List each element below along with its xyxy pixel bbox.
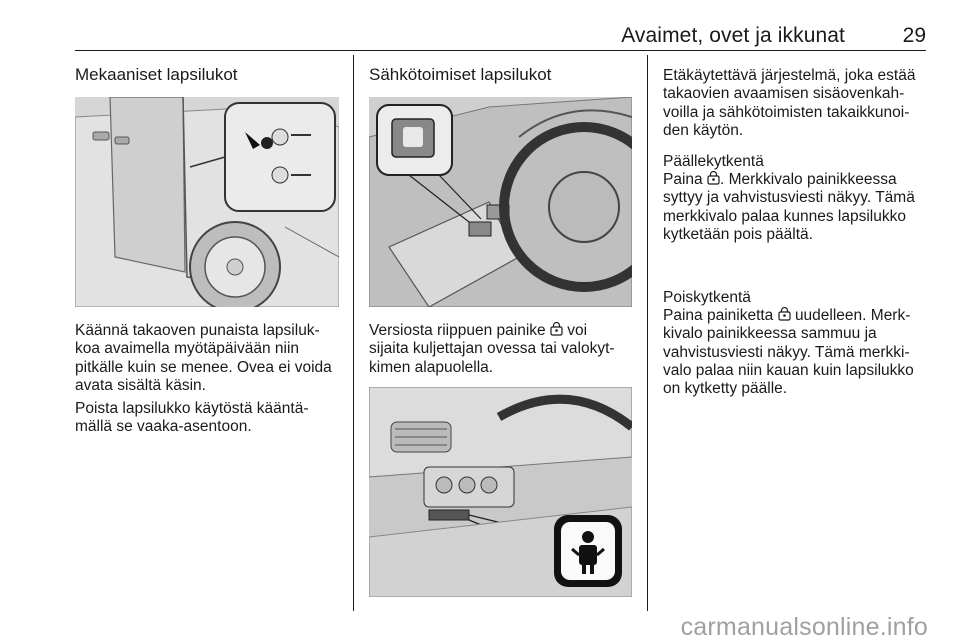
child-lock-icon <box>707 171 720 185</box>
text-line: avata sisältä käsin. <box>75 376 206 394</box>
paragraph-switch-off <box>663 307 938 398</box>
page-header-title: Avaimet, ovet ja ikkunat <box>621 24 845 47</box>
subheading-switch-off: Poiskytkentä <box>663 289 751 306</box>
text-line: kimen alapuolella. <box>369 358 494 376</box>
text-line <box>663 171 938 189</box>
text-fragment: voi <box>567 322 588 339</box>
text-fragment: Paina painiketta <box>663 307 774 324</box>
paragraph-electric-intro <box>663 67 938 140</box>
text-fragment: Paina <box>663 171 703 188</box>
text-line: vahvistusviesti näkyy. Tämä merkki- <box>663 343 910 361</box>
text-line: kytketään pois päältä. <box>663 225 813 243</box>
text-line: merkkivalo palaa kunnes lapsilukko <box>663 207 906 225</box>
dashboard-switch-illustration <box>369 387 632 597</box>
text-fragment: uudelleen. Merk- <box>794 307 911 324</box>
text-line: koa avaimella myötäpäivään niin <box>75 340 300 358</box>
text-line: Poista lapsilukko käytöstä kääntä- <box>75 400 309 417</box>
text-line: valo palaa niin kauan kuin lapsilukko <box>663 361 914 379</box>
text-line: voilla ja sähkötoimisten takaikkunoi- <box>663 103 910 121</box>
text-line: Käännä takaoven punaista lapsiluk- <box>75 322 320 339</box>
watermark: carmanualsonline.info <box>680 613 928 641</box>
column-divider-2 <box>647 55 648 611</box>
text-line <box>663 307 938 325</box>
subheading-switch-on: Päällekytkentä <box>663 153 764 170</box>
paragraph-electric-location <box>369 322 644 377</box>
text-line: mällä se vaaka-asentoon. <box>75 418 252 436</box>
text-fragment: Versiosta riippuen painike <box>369 322 546 339</box>
text-line: pitkälle kuin se menee. Ovea ei voida <box>75 358 332 376</box>
paragraph-mechanical-disengage <box>75 400 350 437</box>
text-line: on kytketty päälle. <box>663 380 788 398</box>
text-line: den käytön. <box>663 121 744 139</box>
text-line: syttyy ja vahvistusviesti näkyy. Tämä <box>663 189 915 207</box>
child-lock-icon <box>778 307 791 321</box>
rear-door-illustration <box>75 97 339 307</box>
section-heading-electric-child-locks: Sähkötoimiset lapsilukot <box>369 65 552 84</box>
text-line <box>369 322 644 340</box>
text-line: Etäkäytettävä järjestelmä, joka estää <box>663 67 916 84</box>
text-line: takaovien avaamisen sisäovenkah- <box>663 85 905 103</box>
section-heading-mechanical-child-locks: Mekaaniset lapsilukot <box>75 65 238 84</box>
paragraph-mechanical-engage <box>75 322 350 395</box>
text-line: sijaita kuljettajan ovessa tai valokyt- <box>369 340 615 358</box>
driver-door-switch-illustration <box>369 97 632 307</box>
column-divider-1 <box>353 55 354 611</box>
text-line: kivalo painikkeessa sammuu ja <box>663 325 877 343</box>
header-divider <box>75 50 926 51</box>
text-fragment: . Merkkivalo painikkeessa <box>719 171 897 188</box>
child-lock-icon <box>550 322 563 336</box>
paragraph-switch-on <box>663 171 938 244</box>
page-number: 29 <box>902 24 926 47</box>
